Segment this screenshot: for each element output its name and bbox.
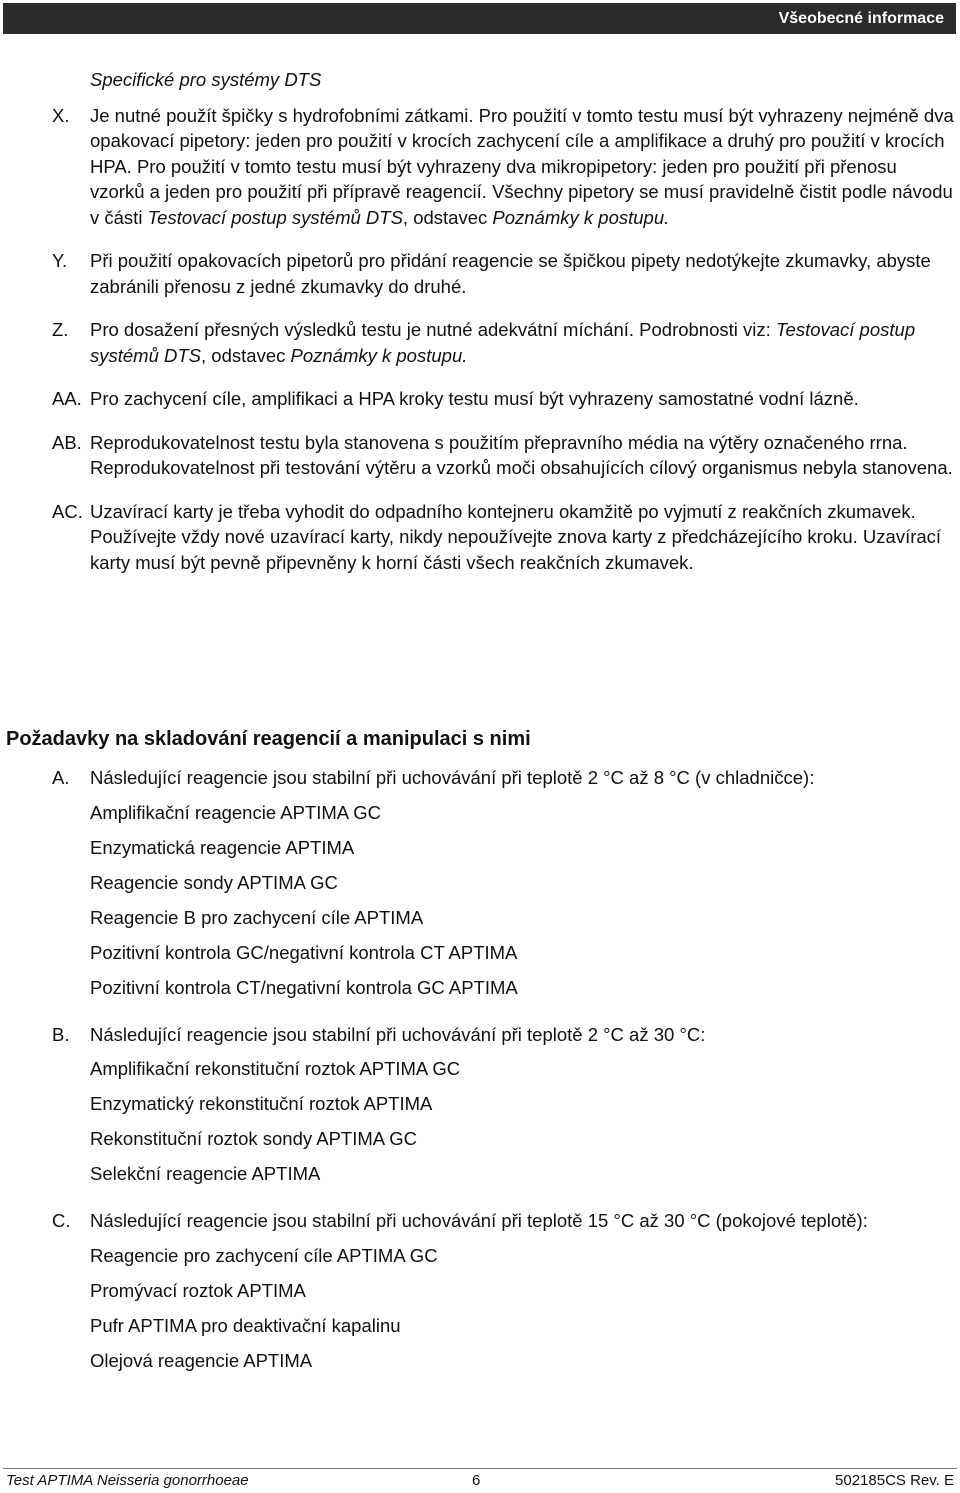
reagent-item: Promývací roztok APTIMA — [90, 1279, 306, 1301]
dts-item-list — [52, 103, 956, 576]
dts-item-text-part: Pro dosažení přesných výsledků testu je nutné adekvátní míchání. Podrobnosti viz: — [90, 319, 776, 340]
dts-item-text — [90, 499, 956, 576]
storage-group — [52, 1208, 956, 1234]
reagent-item: Selekční reagencie APTIMA — [90, 1163, 321, 1184]
storage-group-text: Následující reagencie jsou stabilní při uchovávání při teplotě 2 °C až 8 °C (v chladničce): — [90, 767, 815, 788]
dts-item — [52, 386, 956, 412]
reagent-item: Amplifikační rekonstituční roztok APTIMA GC — [90, 1058, 461, 1079]
footer-title: Test APTIMA Neisseria gonorrhoeae — [6, 1472, 249, 1489]
dts-item-label: AC. — [52, 500, 83, 522]
dts-item-text-part: , odstavec — [201, 344, 291, 366]
dts-item-text — [90, 103, 956, 231]
page-header-bar — [3, 3, 956, 34]
storage-section — [52, 765, 956, 1374]
dts-item-label: AB. — [52, 431, 82, 453]
page-number: 6 — [472, 1472, 481, 1489]
dts-item — [52, 103, 956, 231]
reagent-item: Pufr APTIMA pro deaktivační kapalinu — [90, 1314, 401, 1336]
dts-item-text-part: Je nutné použít špičky s hydrofobními zátkami. Pro použití v tomto testu musí být vyhrazeny nejméně dva opakovací pipetory: jeden pro použití v krocích zachycení cíle a amplifikace a druhý pro použití v krocích HPA. Pro použití v tomto testu musí být vyhrazeny dva mikropipetory: jeden pro použití při přenosu vzorků a jeden pro použití při přípravě reagencií. Všechny pipetory se musí pravidelně čistit podle návodu v části — [90, 104, 954, 228]
reagent-item: Enzymatická reagencie APTIMA — [90, 836, 355, 858]
dts-item-text-part: Pro zachycení cíle, amplifikaci a HPA kroky testu musí být vyhrazeny samostatné vodní lázně. — [90, 388, 859, 409]
dts-item-text-part: Při použití opakovacích pipetorů pro přidání reagencie se špičkou pipety nedotýkejte zkumavky, abyste zabránili přenosu z jedné zkumavky do druhé. — [90, 250, 931, 297]
dts-subhead: Specifické pro systémy DTS — [90, 69, 322, 90]
reagent-item: Reagencie sondy APTIMA GC — [90, 871, 338, 893]
reagent-item: Amplifikační reagencie APTIMA GC — [90, 801, 381, 823]
storage-group-label: A. — [52, 767, 70, 788]
reagent-item: Olejová reagencie APTIMA — [90, 1349, 313, 1371]
dts-item-label: AA. — [52, 388, 82, 409]
dts-item-text-part: Uzavírací karty je třeba vyhodit do odpadního kontejneru okamžitě po vyjmutí z reakčních zkumavek. Používejte vždy nové uzavírací karty, nikdy nepoužívejte znova karty z předcházejícího kroku. Uzavírací karty musí být pevně připevněny k horní části všech reakčních zkumavek. — [90, 500, 942, 573]
dts-item — [52, 248, 956, 299]
reagent-item: Pozitivní kontrola CT/negativní kontrola GC APTIMA — [90, 976, 518, 998]
group-spacer — [52, 1187, 956, 1208]
dts-item-text — [90, 386, 956, 412]
header-title: Všeobecné informace — [778, 9, 944, 27]
dts-item-label: X. — [52, 104, 70, 126]
reagent-item: Pozitivní kontrola GC/negativní kontrola CT APTIMA — [90, 941, 518, 963]
reagent-item: Enzymatický rekonstituční roztok APTIMA — [90, 1093, 433, 1114]
dts-item-label: Y. — [52, 250, 68, 271]
document-code: 502185CS Rev. E — [835, 1472, 954, 1489]
dts-item-text — [90, 248, 956, 299]
storage-group-label: C. — [52, 1210, 71, 1231]
dts-item — [52, 499, 956, 576]
dts-section — [52, 67, 956, 593]
storage-group — [52, 1022, 956, 1048]
storage-group — [52, 765, 956, 791]
dts-item-text — [90, 430, 956, 481]
dts-item-reference: Testovací postup systémů DTS — [90, 319, 916, 366]
dts-item-reference: Poznámky k postupu. — [290, 344, 468, 366]
reagent-item: Rekonstituční roztok sondy APTIMA GC — [90, 1128, 417, 1149]
group-spacer — [52, 1001, 956, 1022]
dts-item-text — [90, 317, 956, 368]
footer-divider — [3, 1468, 957, 1469]
dts-item-reference: Testovací postup systémů DTS — [147, 206, 403, 228]
storage-group-label: B. — [52, 1023, 70, 1045]
dts-item — [52, 430, 956, 481]
dts-item — [52, 317, 956, 368]
reagent-item: Reagencie pro zachycení cíle APTIMA GC — [90, 1244, 438, 1266]
storage-group-text: Následující reagencie jsou stabilní při uchovávání při teplotě 15 °C až 30 °C (pokojové teplotě): — [90, 1210, 868, 1231]
dts-item-text-part: Reprodukovatelnost testu byla stanovena s použitím přepravního média na výtěry označeného rrna. Reprodukovatelnost při testování výtěru a vzorků moči obsahujících cílový organismus nebyla stanovena. — [90, 431, 953, 478]
dts-item-reference: Poznámky k postupu. — [492, 206, 670, 228]
storage-heading: Požadavky na skladování reagencií a manipulaci s nimi — [6, 728, 531, 750]
reagent-item: Reagencie B pro zachycení cíle APTIMA — [90, 906, 424, 928]
dts-item-text-part: , odstavec — [402, 206, 493, 228]
dts-item-label: Z. — [52, 319, 69, 340]
storage-group-text: Následující reagencie jsou stabilní při uchovávání při teplotě 2 °C až 30 °C: — [90, 1023, 706, 1045]
